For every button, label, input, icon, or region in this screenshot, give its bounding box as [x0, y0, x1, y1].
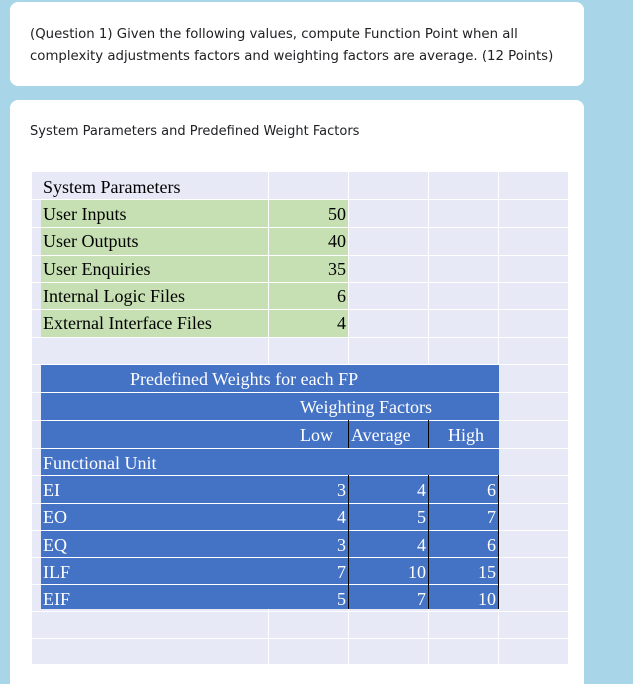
weight-low: 3 — [337, 480, 346, 500]
weight-low: 5 — [337, 589, 346, 609]
weight-high: 7 — [487, 507, 496, 527]
system-parameters-header: System Parameters — [43, 177, 181, 197]
param-value: 50 — [328, 204, 346, 224]
weight-high: 6 — [487, 480, 496, 500]
param-label: User Outputs — [43, 231, 139, 251]
weight-average: 5 — [417, 507, 426, 527]
question-card — [10, 2, 584, 86]
question-line-2: complexity adjustments factors and weighting factors are average. (12 Points) — [30, 49, 554, 64]
weight-average: 4 — [417, 535, 426, 555]
weight-low: 7 — [337, 562, 346, 582]
weights-title: Predefined Weights for each FP — [130, 369, 359, 389]
column-average: Average — [351, 425, 411, 445]
column-low: Low — [300, 425, 333, 445]
param-label: User Enquiries — [43, 259, 151, 279]
question-line-1: (Question 1) Given the following values, compute Function Point when all — [30, 27, 518, 42]
weight-low: 4 — [337, 507, 346, 527]
param-label: Internal Logic Files — [43, 286, 185, 306]
param-value: 6 — [337, 286, 346, 306]
section-title: System Parameters and Predefined Weight Factors — [30, 124, 360, 139]
unit-label: ILF — [43, 562, 70, 582]
weight-high: 15 — [478, 562, 496, 582]
spreadsheet-image — [32, 172, 568, 664]
weight-low: 3 — [337, 535, 346, 555]
image-card — [10, 100, 584, 684]
param-value: 4 — [337, 313, 346, 333]
param-label: User Inputs — [43, 204, 127, 224]
unit-label: EQ — [43, 535, 67, 555]
weight-average: 7 — [417, 589, 426, 609]
question-text — [30, 24, 564, 68]
param-value: 40 — [328, 231, 346, 251]
functional-unit-header: Functional Unit — [43, 453, 157, 473]
unit-label: EIF — [43, 589, 70, 609]
param-value: 35 — [328, 259, 346, 279]
weight-average: 10 — [408, 562, 426, 582]
weight-high: 10 — [478, 589, 496, 609]
weights-subtitle: Weighting Factors — [300, 397, 433, 417]
param-label: External Interface Files — [43, 313, 212, 333]
weight-average: 4 — [417, 480, 426, 500]
unit-label: EO — [43, 507, 67, 527]
weight-high: 6 — [487, 535, 496, 555]
unit-label: EI — [43, 480, 60, 500]
column-high: High — [448, 425, 484, 445]
